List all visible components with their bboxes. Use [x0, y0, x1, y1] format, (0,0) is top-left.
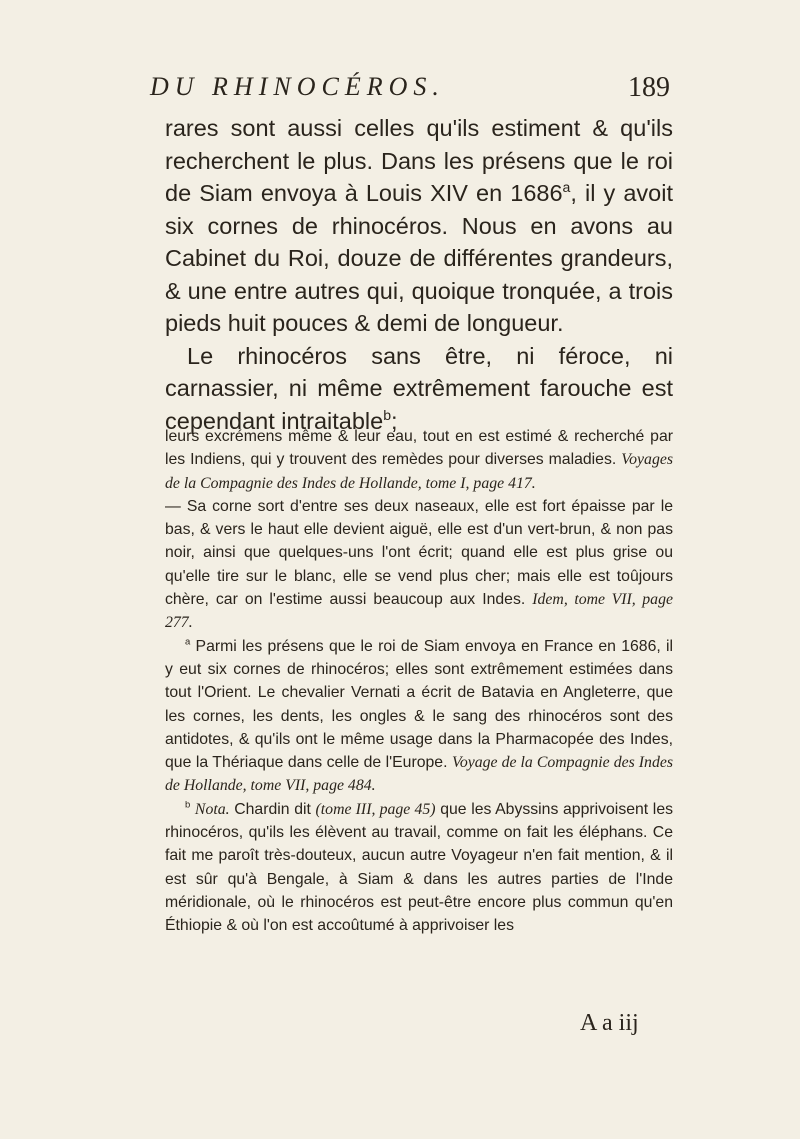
footnote-b-text-2: que les Abyssins apprivoisent les rhinocéros, qu'ils les élèvent au travail, comme on fait les éléphans. Ce fait me paroît très-douteux, aucun autre Voyageur n'en fait mention, & il est sûr qu'à Bengale, à Siam & dans les autres parties de l'Inde méridionale, où le rhinocéros est peut-être encore plus commun qu'en Éthiopie & où l'on est accoûtumé à apprivoiser les	[165, 800, 673, 935]
footnote-b-text-1: Chardin dit	[234, 800, 311, 818]
footnote-marker-a: a	[562, 179, 571, 196]
footnotes	[165, 425, 673, 938]
footnote-a	[165, 635, 673, 798]
page-number: 189	[628, 72, 670, 103]
footnote-b	[165, 798, 673, 938]
footnote-marker-b: b	[383, 406, 392, 423]
paragraph-1-text: rares sont aussi celles qu'ils estiment & qu'ils recherchent le plus. Dans les présens que le roi de Siam envoya à Louis XIV en 1686	[165, 115, 673, 206]
paragraph-1	[165, 112, 673, 340]
footnote-b-reference: (tome III, page 45)	[315, 800, 436, 818]
paragraph-1-end: , il y avoit six cornes de rhinocéros. Nous en avons au Cabinet du Roi, douze de différentes grandeurs, & une entre autres qui, quoique tronquée, a trois pieds huit pouces & demi de longueur.	[165, 180, 673, 336]
note-continued-text: leurs excrémens même & leur eau, tout en est estimé & recherché par les Indiens, qui y trouvent des remèdes pour diverses maladies.	[165, 428, 673, 469]
note-horn-reference: Idem, tome VII, page 277.	[165, 591, 673, 632]
note-horn-text: — Sa corne sort d'entre ses deux naseaux, elle est fort épaisse par le bas, & vers le haut elle devient aiguë, elle est d'un vert-brun, & non pas noir, ainsi que quelques-uns l'ont écrit; quand elle est plus grise ou qu'elle tire sur le blanc, elle se vend plus cher; mais elle est toûjours chère, car on l'estime aussi beaucoup aux Indes.	[165, 497, 673, 609]
running-head: DU RHINOCÉROS.	[150, 72, 445, 101]
signature-mark: A a iij	[580, 1010, 639, 1036]
paragraph-2	[165, 340, 673, 438]
paragraph-2-text: Le rhinocéros sans être, ni féroce, ni carnassier, ni même extrêmement farouche est cependant intraitable	[165, 342, 673, 434]
footnote-a-text: Parmi les présens que le roi de Siam envoya en France en 1686, il y eut six cornes de rhinocéros; elles sont extrêmement estimées dans tout l'Orient. Le chevalier Vernati a écrit de Batavia en Angleterre, que les cornes, les dents, les ongles & le sang des rhinocéros sont des antidotes, & qu'ils ont le même usage dans la Pharmacopée des Indes, que la Thériaque dans celle de l'Europe.	[165, 637, 674, 772]
footnote-b-mark: b	[185, 799, 191, 811]
note-horn	[165, 495, 673, 635]
footnote-b-nota: Nota.	[194, 800, 230, 818]
paragraph-2-end: ;	[391, 407, 398, 434]
footnote-a-mark: a	[185, 636, 191, 648]
footnote-a-reference: Voyage de la Compagnie des Indes de Hollande, tome VII, page 484.	[165, 754, 673, 795]
note-continued-reference: Voyages de la Compagnie des Indes de Hollande, tome I, page 417.	[165, 451, 673, 492]
note-continued	[165, 425, 673, 495]
page-header	[150, 72, 670, 112]
main-text	[165, 112, 673, 437]
